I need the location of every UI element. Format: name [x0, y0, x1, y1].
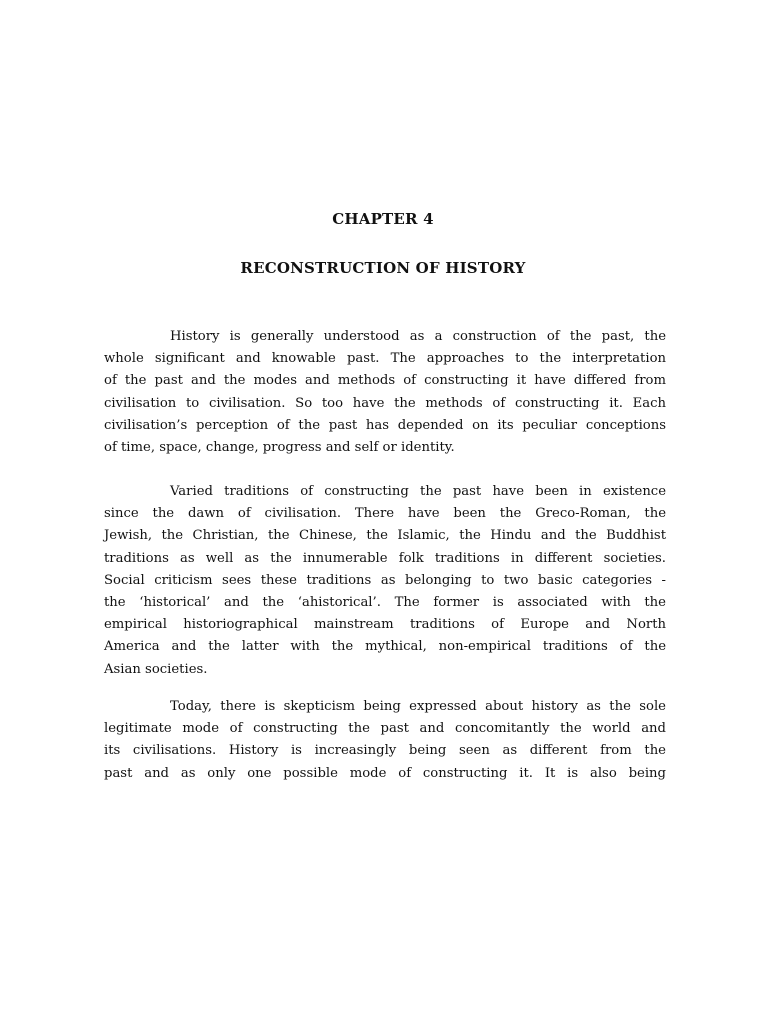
paragraph-line: legitimate mode of constructing the past and concomitantly the world and	[104, 721, 666, 737]
paragraph-2	[104, 481, 666, 681]
paragraph-line: civilisation to civilisation. So too have the methods of constructing it. Each	[104, 395, 666, 411]
paragraph-line: since the dawn of civilisation. There have been the Greco-Roman, the	[104, 506, 666, 522]
paragraph-line: whole significant and knowable past. The approaches to the interpretation	[104, 351, 666, 367]
chapter-title: RECONSTRUCTION OF HISTORY	[240, 259, 526, 277]
paragraph-line: the ‘historical’ and the ‘ahistorical’. The former is associated with the	[104, 595, 666, 611]
paragraph-line: Varied traditions of constructing the past have been in existence	[170, 484, 666, 499]
paragraph-line: America and the latter with the mythical, non-empirical traditions of the	[104, 639, 666, 655]
paragraph-1	[104, 326, 666, 459]
paragraph-3	[104, 696, 666, 785]
paragraph-line: empirical historiographical mainstream traditions of Europe and North	[104, 617, 666, 633]
paragraph-line: civilisation’s perception of the past has depended on its peculiar conceptions	[104, 417, 666, 433]
chapter-number: CHAPTER 4	[332, 210, 434, 228]
paragraph-line: Today, there is skepticism being expressed about history as the sole	[170, 699, 666, 714]
paragraph-line: its civilisations. History is increasingly being seen as different from the	[104, 743, 666, 759]
paragraph-line: traditions as well as the innumerable folk traditions in different societies.	[104, 550, 666, 566]
paragraph-line: of the past and the modes and methods of constructing it have differed from	[104, 373, 666, 389]
paragraph-line: of time, space, change, progress and self or identity.	[104, 440, 455, 456]
paragraph-line: Asian societies.	[104, 661, 208, 677]
paragraph-line: History is generally understood as a construction of the past, the	[170, 329, 666, 344]
paragraph-line: Social criticism sees these traditions as belonging to two basic categories -	[104, 572, 666, 588]
paragraph-line: past and as only one possible mode of constructing it. It is also being	[104, 765, 666, 781]
paragraph-line: Jewish, the Christian, the Chinese, the Islamic, the Hindu and the Buddhist	[104, 528, 666, 544]
